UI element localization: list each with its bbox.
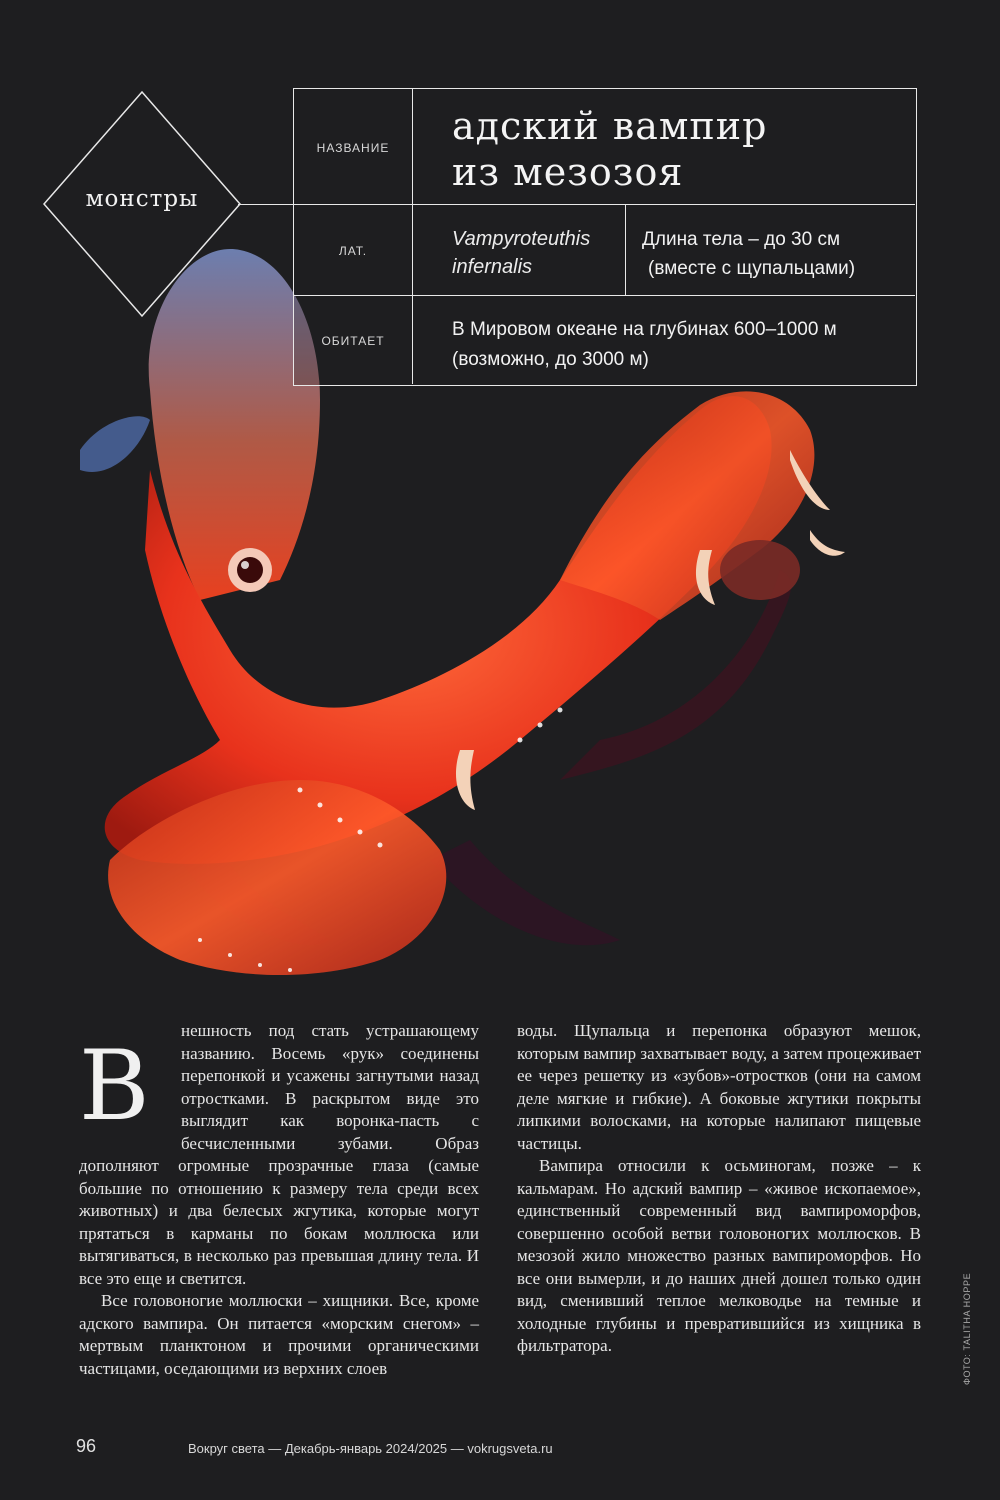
tag-connector-line — [238, 204, 294, 205]
title-line-2: из мезозоя — [452, 150, 684, 194]
section-tag-label: монстры — [85, 186, 199, 212]
table-divider — [294, 295, 915, 296]
article-column-right — [517, 1020, 921, 1358]
length-line-1: Длина тела – до 30 см — [642, 229, 841, 250]
habitat-line-1: В Мировом океане на глубинах 600–1000 м — [452, 319, 837, 340]
article-paragraph: воды. Щупальца и перепонка образуют мешок, которым вампир захватывает воду, а затем процеживает ее через решетку из «зубов»-отростков (они на самом деле мягкие и гибкие). А боковые жгутики покрыты липкими волосками, на которые налипают пищевые частицы. — [517, 1021, 921, 1153]
table-divider — [294, 204, 915, 205]
table-divider — [412, 89, 413, 384]
section-tag — [42, 90, 242, 318]
drop-cap: В — [79, 1030, 150, 1142]
name-label: НАЗВАНИЕ — [316, 141, 390, 155]
article-paragraph: Вампира относили к осьминогам, позже – к кальмарам. Но адский вампир – «живое ископаемое», единственный современный вид вампироморфов, совершенно особой ветви головоногих моллюсков. В мезозой жило множество разных вампироморфов. Но все они вымерли, и до наших дней дошел только один вид, сменивший теплое мелководье на темные и холодные глубины и превратившийся из хищника в фильтратора. — [517, 1156, 921, 1355]
latin-line-2: infernalis — [452, 256, 533, 278]
species-title — [452, 103, 892, 195]
article-paragraph: Все головоногие моллюски – хищники. Все, кроме адского вампира. Он питается «морским снегом» – мертвым планктоном и прочими органическими частицами, оседающими из верхних слоев — [79, 1291, 479, 1378]
magazine-footer: Вокруг света — Декабрь-январь 2024/2025 — vokrugsveta.ru — [188, 1441, 553, 1456]
photo-credit: ФОТО: TALITHA HOPPE — [962, 1272, 972, 1385]
article-column-left — [79, 1020, 479, 1380]
habitat-label: ОБИТАЕТ — [321, 334, 385, 348]
body-length — [642, 225, 904, 283]
latin-label: ЛАТ. — [338, 244, 368, 258]
title-line-1: адский вампир — [452, 104, 768, 148]
length-line-2: (вместе с щупальцами) — [648, 258, 856, 279]
page-number: 96 — [76, 1436, 97, 1456]
latin-name — [452, 225, 622, 281]
habitat-text — [452, 315, 912, 375]
habitat-line-2: (возможно, до 3000 м) — [452, 349, 649, 370]
latin-line-1: Vampyroteuthis — [452, 228, 591, 250]
table-divider — [625, 204, 626, 295]
species-info-table — [293, 88, 917, 386]
article-paragraph: нешность под стать устрашающему названию. Восемь «рук» соединены перепонкой и усажены загнутыми назад отростками. В раскрытом виде это выглядит как воронка-пасть с бесчисленными зубами. Образ дополняют огромные прозрачные глаза (самые большие по отношению к размеру тела среди всех животных) и два белесых жгутика, которые могут прятаться в карманы по бокам моллюска или вытягиваться, в несколько раз превышая длину тела. И все это еще и светится. — [79, 1021, 479, 1288]
